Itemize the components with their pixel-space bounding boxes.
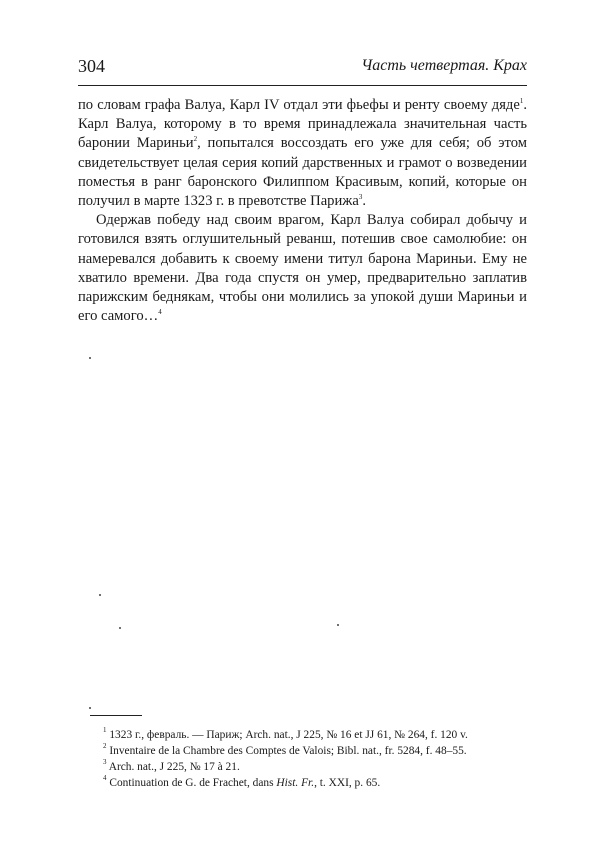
- text-run: .: [362, 193, 367, 210]
- text-run: , попытался воссоздать его уже для себя; об этом свидетельствует целая серия копий дарственных и грамот о возведении поместья в ранг баронского Филиппом Красивым, копий, которые он получил в марте 1323 г. в превотстве Парижа: [78, 135, 527, 210]
- page-number: 304: [78, 56, 105, 76]
- footnote-text: Inventaire de la Chambre des Comptes de Valois; Bibl. nat., fr. 5284, f. 48–55.: [109, 745, 467, 757]
- footnote-1: [103, 727, 527, 743]
- scan-speck: [89, 707, 91, 709]
- main-text: [78, 96, 527, 326]
- text-run: Одержав победу над своим врагом, Карл Валуа собирал добычу и готовился взять оглушительный реванш, потешив свое самолюбие: он намеревался добавить к своему имени титул барона Мариньи. Ему не хватило времени. Два года спустя он умер, предварительно заплатив парижским беднякам, чтобы они молились за упокой души Мариньи и его самого…: [78, 212, 527, 325]
- footnote-number: 4: [103, 774, 107, 782]
- footnote-text: , t. XXI, p. 65.: [314, 777, 381, 789]
- footnote-ref-4: 4: [158, 308, 162, 317]
- footnote-ref-3: 3: [358, 193, 363, 202]
- footnote-number: 1: [103, 726, 107, 734]
- footnote-4: [103, 775, 527, 791]
- footnotes: [103, 727, 527, 791]
- footnote-ref-2: 2: [193, 135, 198, 144]
- footnote-number: 2: [103, 742, 107, 750]
- footnote-2: [103, 743, 527, 759]
- footnote-3: [103, 759, 527, 775]
- footnote-italic-title: Hist. Fr.: [276, 777, 315, 789]
- scan-speck: [89, 357, 91, 359]
- footnote-ref-1: 1: [519, 97, 524, 105]
- footnote-text: Continuation de G. de Frachet, dans: [109, 777, 277, 789]
- footnote-rule: [90, 715, 142, 716]
- footnote-number: 3: [103, 758, 107, 766]
- text-run: по словам графа Валуа, Карл IV отдал эти фьефы и ренту своему дяде: [78, 97, 520, 113]
- paragraph-1: [78, 96, 527, 211]
- scan-speck: [99, 594, 101, 596]
- text-run: . Карл Валуа, которому в то время принадлежала значительная часть баронии Мариньи: [78, 97, 527, 152]
- scan-speck: [337, 624, 339, 626]
- running-title: Часть четвертая. Крах: [361, 57, 527, 74]
- footnote-text: Arch. nat., J 225, № 17 à 21.: [108, 761, 240, 773]
- header-rule: [78, 85, 527, 86]
- paragraph-2: [78, 211, 527, 326]
- scan-speck: [119, 627, 121, 629]
- page-header: [78, 56, 527, 80]
- footnote-text: 1323 г., февраль. — Париж; Arch. nat., J 225, № 16 et JJ 61, № 264, f. 120 v.: [109, 729, 468, 741]
